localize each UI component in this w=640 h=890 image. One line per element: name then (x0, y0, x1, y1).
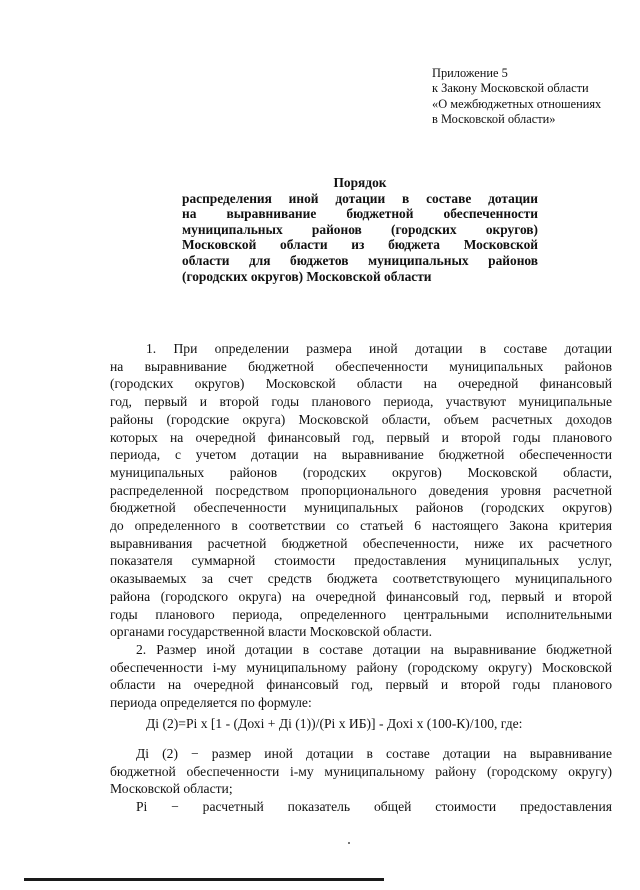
paragraph-1-line: годы планового периода, определенного центральными исполнительными (110, 606, 612, 622)
paragraph-1-line: показателя суммарной стоимости предоставления муниципальных услуг, (110, 553, 612, 569)
paragraph-2-line: 2. Размер иной дотации в составе дотации на выравнивание бюджетной (136, 641, 612, 657)
definition-line: Pi − расчетный показатель общей стоимости предоставления (136, 799, 612, 815)
definition-line: Дi (2) − размер иной дотации в составе дотации на выравнивание (136, 746, 612, 761)
paragraph-1-line: выравнивания расчетной бюджетной обеспеченности, ниже их расчетного (110, 535, 612, 551)
definition-line: Московской области; (110, 781, 233, 797)
definition-line: бюджетной обеспеченности i-му муниципальному району (городскому округу) (110, 763, 612, 779)
title-line: области для бюджетов муниципальных районов (182, 252, 538, 268)
scan-speck (348, 842, 350, 844)
title-line: (городских округов) Московской области (182, 268, 432, 284)
appendix-reference (432, 66, 632, 128)
document-title (182, 175, 538, 284)
body-text (110, 340, 612, 712)
paragraph-1-line: оказываемых за счет средств бюджета соответствующего муниципального (110, 571, 612, 587)
paragraph-1-line: района (городского округа) на очередной финансовый год, первый и второй (110, 588, 612, 604)
paragraph-1-line: бюджетной обеспеченности муниципальных районов (городских округов) (110, 500, 612, 516)
title-line: распределения иной дотации в составе дотации (182, 190, 538, 206)
title-heading: Порядок (333, 175, 387, 190)
appendix-line: к Закону Московской области (432, 81, 589, 96)
paragraph-1-line: (городских округов) Московской области на очередной финансовый (110, 376, 612, 392)
paragraph-1-line: органами государственной власти Московской области. (110, 624, 432, 640)
paragraph-1-line: на выравнивание бюджетной обеспеченности муниципальных районов (110, 358, 612, 374)
paragraph-1-line: 1. При определении размера иной дотации в составе дотации (146, 341, 612, 356)
appendix-line: Приложение 5 (432, 66, 508, 80)
title-line: муниципальных районов (городских округов) (182, 221, 538, 237)
paragraph-1-line: год, первый и второй годы планового периода, участвуют муниципальные (110, 394, 612, 410)
paragraph-1-line: распределенной посредством пропорционального доведения уровня расчетной (110, 482, 612, 498)
paragraph-1-line: периода, с учетом дотации на выравнивание бюджетной обеспеченности (110, 447, 612, 463)
paragraph-1-line: районы (городские округа) Московской области, объем расчетных доходов (110, 411, 612, 427)
formula: Дi (2)=Pi х [1 - (Дохi + Дi (1))/(Pi х ИБ)] - Дохi х (100-К)/100, где: (146, 716, 523, 731)
scan-edge-line (24, 878, 384, 881)
paragraph-1-line: муниципальных районов (городских округов) Московской области, (110, 464, 612, 480)
appendix-line: в Московской области» (432, 112, 556, 127)
appendix-line: «О межбюджетных отношениях (432, 96, 602, 111)
title-line: на выравнивание бюджетной обеспеченности (182, 206, 538, 222)
paragraph-1-line: до определенного в соответствии со статьей 6 настоящего Закона критерия (110, 518, 612, 534)
paragraph-2-line: области на очередной финансовый год, первый и второй годы планового (110, 677, 612, 693)
paragraph-2-line: периода определяется по формуле: (110, 695, 312, 711)
paragraph-2-line: обеспеченности i-му муниципальному району (городскому округу) Московской (110, 659, 612, 675)
paragraph-1-line: которых на очередной финансовый год, первый и второй годы планового (110, 429, 612, 445)
title-line: Московской области из бюджета Московской (182, 237, 538, 253)
definitions (110, 745, 612, 816)
